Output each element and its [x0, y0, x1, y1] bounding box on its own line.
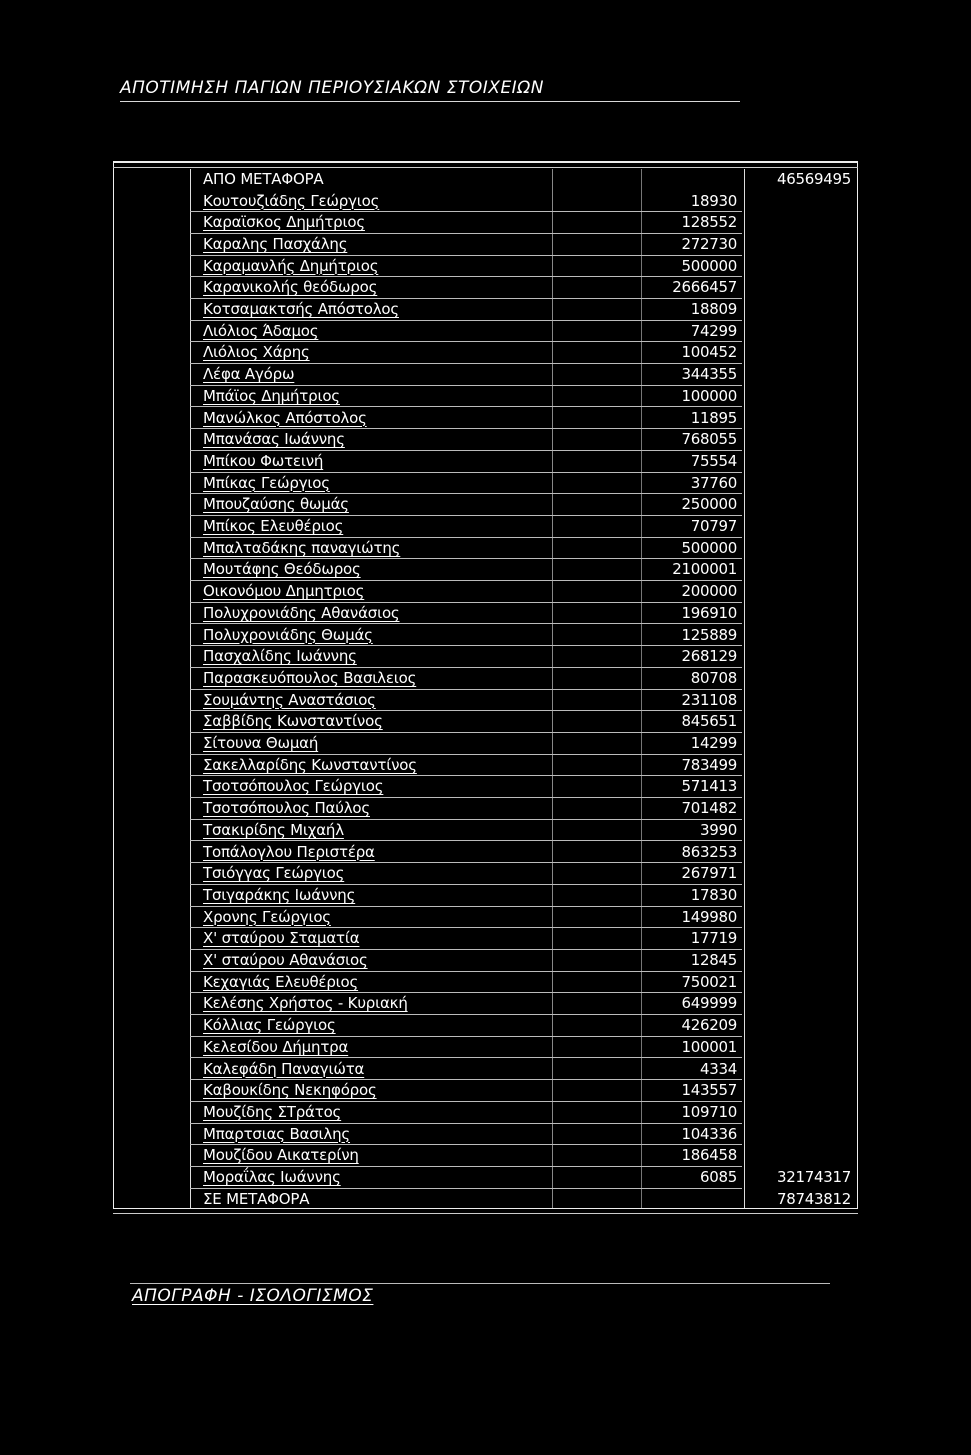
table-row: [114, 429, 857, 451]
entry-name: Μπίκου Φωτεινή: [203, 451, 324, 470]
entry-name: Μοραΐλας Ιωάννης: [203, 1168, 341, 1186]
entry-amount: 70797: [690, 517, 737, 535]
entry-amount: 768055: [681, 430, 737, 449]
table-row: [114, 1102, 857, 1124]
header-rule: [120, 101, 740, 102]
table-row: [114, 1124, 857, 1146]
footer-rule: [130, 1283, 830, 1284]
table-row: [114, 668, 857, 690]
entry-amount: 4334: [700, 1059, 737, 1078]
table-row: [114, 907, 857, 929]
entry-name: Μουτάφης Θεόδωρος: [203, 560, 361, 579]
page-footer-title: ΑΠΟΓΡΑΦΗ - ΙΣΟΛΟΓΙΣΜΟΣ: [132, 1286, 374, 1306]
entry-amount: 100452: [681, 343, 737, 362]
entry-amount: 2666457: [672, 278, 737, 297]
entry-name: Μπανάσας Ιωάννης: [203, 430, 345, 449]
entry-name: Μανώλκος Απόστολος: [203, 408, 367, 427]
entry-amount: 500000: [681, 256, 737, 275]
page-header-title: ΑΠΟΤΙΜΗΣΗ ΠΑΓΙΩΝ ΠΕΡΙΟΥΣΙΑΚΩΝ ΣΤΟΙΧΕΙΩΝ: [120, 78, 544, 98]
ledger-table: [113, 161, 858, 1209]
table-row: [114, 451, 857, 473]
entry-name: Μπαρτσιας Βασιλης: [203, 1124, 351, 1143]
table-row: [114, 321, 857, 343]
table-row: [114, 473, 857, 495]
entry-amount: 18930: [690, 191, 737, 210]
entry-amount: 37760: [690, 473, 737, 492]
table-row: [114, 1059, 857, 1081]
entry-amount: 750021: [681, 972, 737, 991]
table-row: [114, 1080, 857, 1102]
entry-name: Παρασκευόπουλος Βασιλειος: [203, 668, 417, 687]
table-row: [114, 711, 857, 733]
entry-name: Τσοτσόπουλος Παύλος: [203, 799, 370, 818]
entry-amount: 109710: [681, 1102, 737, 1121]
entry-name: Μπίκος Ελευθέριος: [203, 517, 344, 535]
entry-amount: 128552: [681, 213, 737, 232]
table-row: [114, 581, 857, 603]
entry-amount: 100001: [681, 1037, 737, 1056]
table-row: [114, 928, 857, 950]
table-row: [114, 776, 857, 798]
entry-amount: 231108: [681, 690, 737, 709]
entry-amount: 272730: [681, 234, 737, 253]
closing-total: 78743812: [777, 1189, 851, 1208]
table-row: [114, 408, 857, 430]
table-row: [114, 972, 857, 994]
entry-name: Μπίκας Γεώργιος: [203, 473, 330, 492]
entry-amount: 863253: [681, 842, 737, 861]
entry-amount: 267971: [681, 864, 737, 883]
table-row: [114, 755, 857, 777]
table-row: [114, 993, 857, 1015]
entry-amount: 12845: [690, 951, 737, 969]
table-row: [114, 690, 857, 712]
entry-name: Πολυχρονιάδης Αθανάσιος: [203, 603, 400, 622]
entry-amount: 11895: [690, 408, 737, 427]
entry-name: Χ' σταύρου Σταματία: [203, 929, 360, 948]
entry-name: Μουζίδου Αικατερίνη: [203, 1146, 359, 1165]
entry-name: Κόλλιας Γεώργιος: [203, 1016, 336, 1035]
closing-label: ΣΕ ΜΕΤΑΦΟΡΑ: [203, 1189, 310, 1208]
table-row: [114, 842, 857, 864]
entry-name: Λέφα Αγόρω: [203, 365, 295, 384]
entry-name: Λιόλιος Άδαμος: [203, 321, 319, 340]
closing-row: [114, 1189, 857, 1211]
entry-amount: 80708: [690, 668, 737, 687]
subtotal-amount: 32174317: [777, 1168, 851, 1186]
entry-name: Καλεφάδη Παναγιώτα: [203, 1059, 365, 1078]
entry-name: Πολυχρονιάδης Θωμάς: [203, 625, 373, 644]
entry-amount: 571413: [681, 777, 737, 796]
entry-amount: 783499: [681, 755, 737, 774]
entry-name: Μπάϊος Δημήτριος: [203, 386, 340, 405]
entry-name: Τσιγαράκης Ιωάννης: [203, 885, 356, 904]
entry-amount: 845651: [681, 712, 737, 731]
entry-name: Μπαλταδάκης παναγιώτης: [203, 538, 401, 557]
entry-amount: 17719: [690, 929, 737, 948]
table-row: [114, 494, 857, 516]
entry-amount: 649999: [681, 994, 737, 1013]
table-row: [114, 538, 857, 560]
table-row: [114, 234, 857, 256]
entry-name: Καραμανλής Δημήτριος: [203, 256, 379, 275]
entry-name: Καρανικολής θεόδωρος: [203, 278, 378, 297]
table-row: [114, 863, 857, 885]
entry-name: Λιόλιος Χάρης: [203, 343, 310, 362]
entry-amount: 6085: [700, 1168, 737, 1186]
entry-name: Οικονόμου Δημητριος: [203, 582, 365, 601]
entry-amount: 250000: [681, 495, 737, 514]
entry-name: Κουτουζιάδης Γεώργιος: [203, 191, 380, 210]
entry-name: Καβουκίδης Νεκηφόρος: [203, 1081, 377, 1100]
entry-name: Κεχαγιάς Ελευθέριος: [203, 972, 359, 991]
table-row: [114, 212, 857, 234]
entry-name: Σακελλαρίδης Κωνσταντίνος: [203, 755, 417, 774]
entry-name: Σουμάντης Αναστάσιος: [203, 690, 376, 709]
opening-row: [114, 169, 857, 191]
entry-name: Σίτουνα Θωμαή: [203, 734, 319, 752]
entry-amount: 125889: [681, 625, 737, 644]
entry-amount: 3990: [700, 820, 737, 839]
entry-amount: 200000: [681, 582, 737, 601]
entry-amount: 149980: [681, 907, 737, 926]
entry-name: Κοτσαμακτσής Απόστολος: [203, 300, 399, 318]
ledger-inner-top-rule: [113, 167, 858, 168]
entry-name: Καραϊσκος Δημήτριος: [203, 213, 365, 232]
opening-label: ΑΠΟ ΜΕΤΑΦΟΡΑ: [203, 170, 324, 188]
table-row: [114, 1145, 857, 1167]
table-row: [114, 603, 857, 625]
entry-amount: 74299: [690, 321, 737, 340]
entry-amount: 18809: [690, 300, 737, 318]
table-row: [114, 646, 857, 668]
entry-name: Πασχαλίδης Ιωάννης: [203, 647, 357, 666]
table-row: [114, 950, 857, 972]
table-row: [114, 798, 857, 820]
table-row: [114, 559, 857, 581]
entry-amount: 500000: [681, 538, 737, 557]
entry-name: Μουζίδης ΣΤράτος: [203, 1102, 342, 1121]
table-row: [114, 256, 857, 278]
table-row: [114, 299, 857, 321]
entry-name: Κελέσης Χρήστος - Κυριακή: [203, 994, 408, 1013]
entry-name: Τσιόγγας Γεώργιος: [203, 864, 345, 883]
entry-name: Κελεσίδου Δήμητρα: [203, 1037, 349, 1056]
table-row: [114, 625, 857, 647]
entry-amount: 17830: [690, 885, 737, 904]
entry-name: Τσοτσόπουλος Γεώργιος: [203, 777, 384, 796]
table-row: [114, 820, 857, 842]
table-row: [114, 342, 857, 364]
entry-name: Μπουζαύσης θωμάς: [203, 495, 349, 514]
entry-name: Τσακιρίδης Μιχαήλ: [203, 820, 344, 839]
entry-name: Χρονης Γεώργιος: [203, 907, 331, 926]
entry-amount: 186458: [681, 1146, 737, 1165]
ledger-bottom-rule: [113, 1213, 858, 1214]
entry-amount: 75554: [690, 451, 737, 470]
table-row: [114, 191, 857, 213]
entry-name: Χ' σταύρου Αθανάσιος: [203, 951, 368, 969]
table-row: [114, 1167, 857, 1189]
entry-amount: 100000: [681, 386, 737, 405]
entry-name: Τοπάλογλου Περιστέρα: [203, 842, 375, 861]
entry-amount: 14299: [690, 734, 737, 752]
table-row: [114, 277, 857, 299]
table-row: [114, 516, 857, 538]
entry-amount: 344355: [681, 365, 737, 384]
entry-amount: 426209: [681, 1016, 737, 1035]
entry-name: Σαββίδης Κωνσταντίνος: [203, 712, 383, 731]
entry-name: Καραλης Πασχάλης: [203, 234, 348, 253]
entry-amount: 701482: [681, 799, 737, 818]
table-row: [114, 1015, 857, 1037]
entry-amount: 104336: [681, 1124, 737, 1143]
table-row: [114, 364, 857, 386]
opening-total: 46569495: [777, 170, 851, 188]
entry-amount: 268129: [681, 647, 737, 666]
table-row: [114, 733, 857, 755]
table-row: [114, 1037, 857, 1059]
entry-amount: 196910: [681, 603, 737, 622]
table-row: [114, 885, 857, 907]
table-row: [114, 386, 857, 408]
entry-amount: 2100001: [672, 560, 737, 579]
entry-amount: 143557: [681, 1081, 737, 1100]
